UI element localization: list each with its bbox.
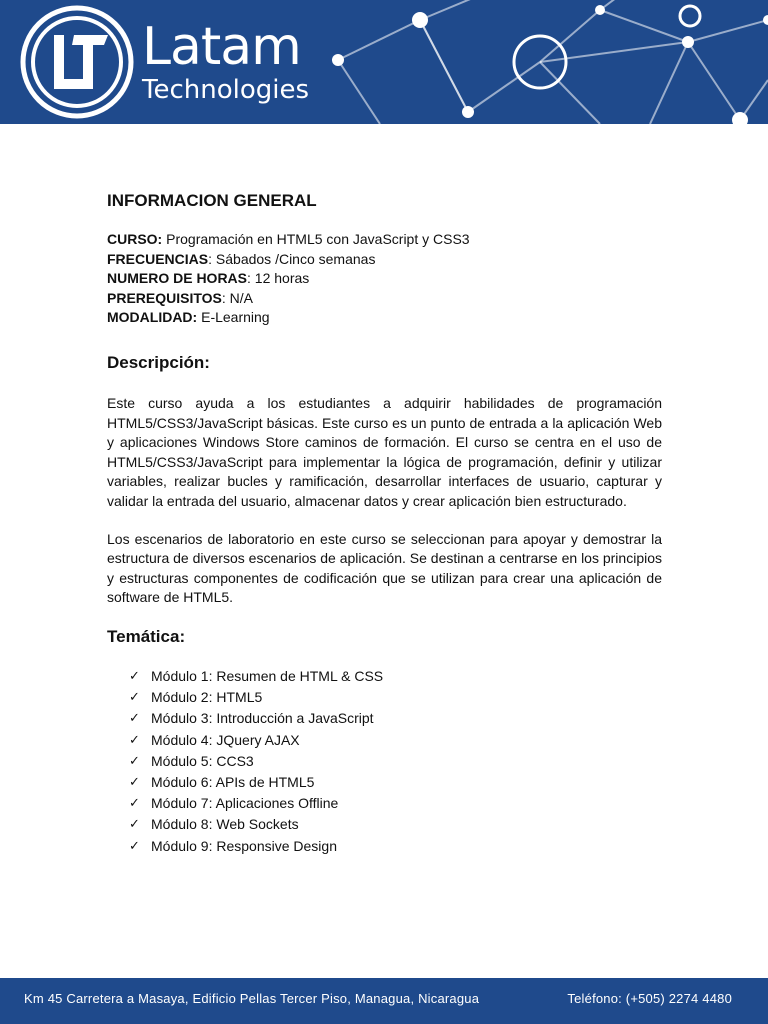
checkmark-icon: ✓ <box>129 690 140 706</box>
list-item <box>129 666 662 687</box>
list-item <box>129 836 662 857</box>
info-line-frecuencias <box>107 250 662 270</box>
info-key: PREREQUISITOS <box>107 289 222 306</box>
info-value: : N/A <box>221 289 254 306</box>
list-item <box>129 687 662 708</box>
list-item <box>129 751 662 772</box>
description-paragraph-1: Este curso ayuda a los estudiantes a adquirir habilidades de programación HTML5/CSS3/JavaScript básicas. Este curso es un punto de entrada a la aplicación Web y aplicaciones Windows Store caminos de formación. El curso se centra en el uso de HTML5/CSS3/JavaScript para implementar la lógica de programación, definir y utilizar variables, realizar bucles y ramificación, desarrollar interfaces de usuario, capturar y validar la entrada del usuario, almacenar datos y crear aplicación bien estructurado. <box>107 394 662 509</box>
module-label: Módulo 4: JQuery AJAX <box>151 731 300 748</box>
info-key: MODALIDAD: <box>107 309 198 326</box>
module-label: Módulo 8: Web Sockets <box>151 816 299 833</box>
list-item <box>129 793 662 814</box>
info-value: : Sábados /Cinco semanas <box>208 250 376 267</box>
checkmark-icon: ✓ <box>129 668 140 684</box>
checkmark-icon: ✓ <box>129 796 140 812</box>
info-value: E-Learning <box>197 309 270 326</box>
module-label: Módulo 1: Resumen de HTML & CSS <box>151 667 384 684</box>
info-line-horas <box>107 269 662 289</box>
general-info-title: INFORMACION GENERAL <box>107 191 317 210</box>
footer-address: Km 45 Carretera a Masaya, Edificio Pellas Tercer Piso, Managua, Nicaragua <box>24 991 480 1006</box>
checkmark-icon: ✓ <box>129 753 140 769</box>
list-item <box>129 730 662 751</box>
info-line-modalidad <box>107 308 662 328</box>
list-item <box>129 708 662 729</box>
module-label: Módulo 7: Aplicaciones Offline <box>151 795 339 812</box>
checkmark-icon: ✓ <box>129 838 140 854</box>
module-list <box>129 666 662 857</box>
brand-wordmark <box>142 17 310 105</box>
module-label: Módulo 6: APIs de HTML5 <box>151 773 315 790</box>
info-value: : 12 horas <box>247 270 310 287</box>
latam-logo-icon <box>20 5 134 119</box>
info-key: FRECUENCIAS <box>107 250 209 267</box>
module-label: Módulo 9: Responsive Design <box>151 837 337 854</box>
module-label: Módulo 5: CCS3 <box>151 752 254 769</box>
footer-phone: Teléfono: (+505) 2274 4480 <box>567 991 732 1006</box>
list-item <box>129 772 662 793</box>
module-label: Módulo 2: HTML5 <box>151 689 263 706</box>
description-heading: Descripción: <box>107 352 210 372</box>
module-label: Módulo 3: Introducción a JavaScript <box>151 710 374 727</box>
checkmark-icon: ✓ <box>129 732 140 748</box>
page-footer <box>0 978 768 1024</box>
info-value: Programación en HTML5 con JavaScript y CSS3 <box>162 231 470 247</box>
checkmark-icon: ✓ <box>129 711 140 727</box>
info-key: NUMERO DE HORAS <box>107 270 248 287</box>
brand-name: Latam <box>142 17 301 77</box>
checkmark-icon: ✓ <box>129 774 140 790</box>
checkmark-icon: ✓ <box>129 817 140 833</box>
tematica-heading: Temática: <box>107 626 186 646</box>
description-paragraph-2: Los escenarios de laboratorio en este curso se seleccionan para apoyar y demostrar la estructura de diversos escenarios de aplicación. Se destinan a centrarse en los principios y estructuras componentes de codificación que se utilizan para crear una aplicación de software de HTML5. <box>107 530 662 606</box>
list-item <box>129 814 662 835</box>
info-line-prerequisitos <box>107 289 662 309</box>
document-body <box>107 190 662 857</box>
info-line-curso <box>107 230 662 250</box>
brand-subtitle: Technologies <box>142 75 310 105</box>
page-header <box>0 0 768 124</box>
info-key: CURSO: <box>107 231 163 247</box>
